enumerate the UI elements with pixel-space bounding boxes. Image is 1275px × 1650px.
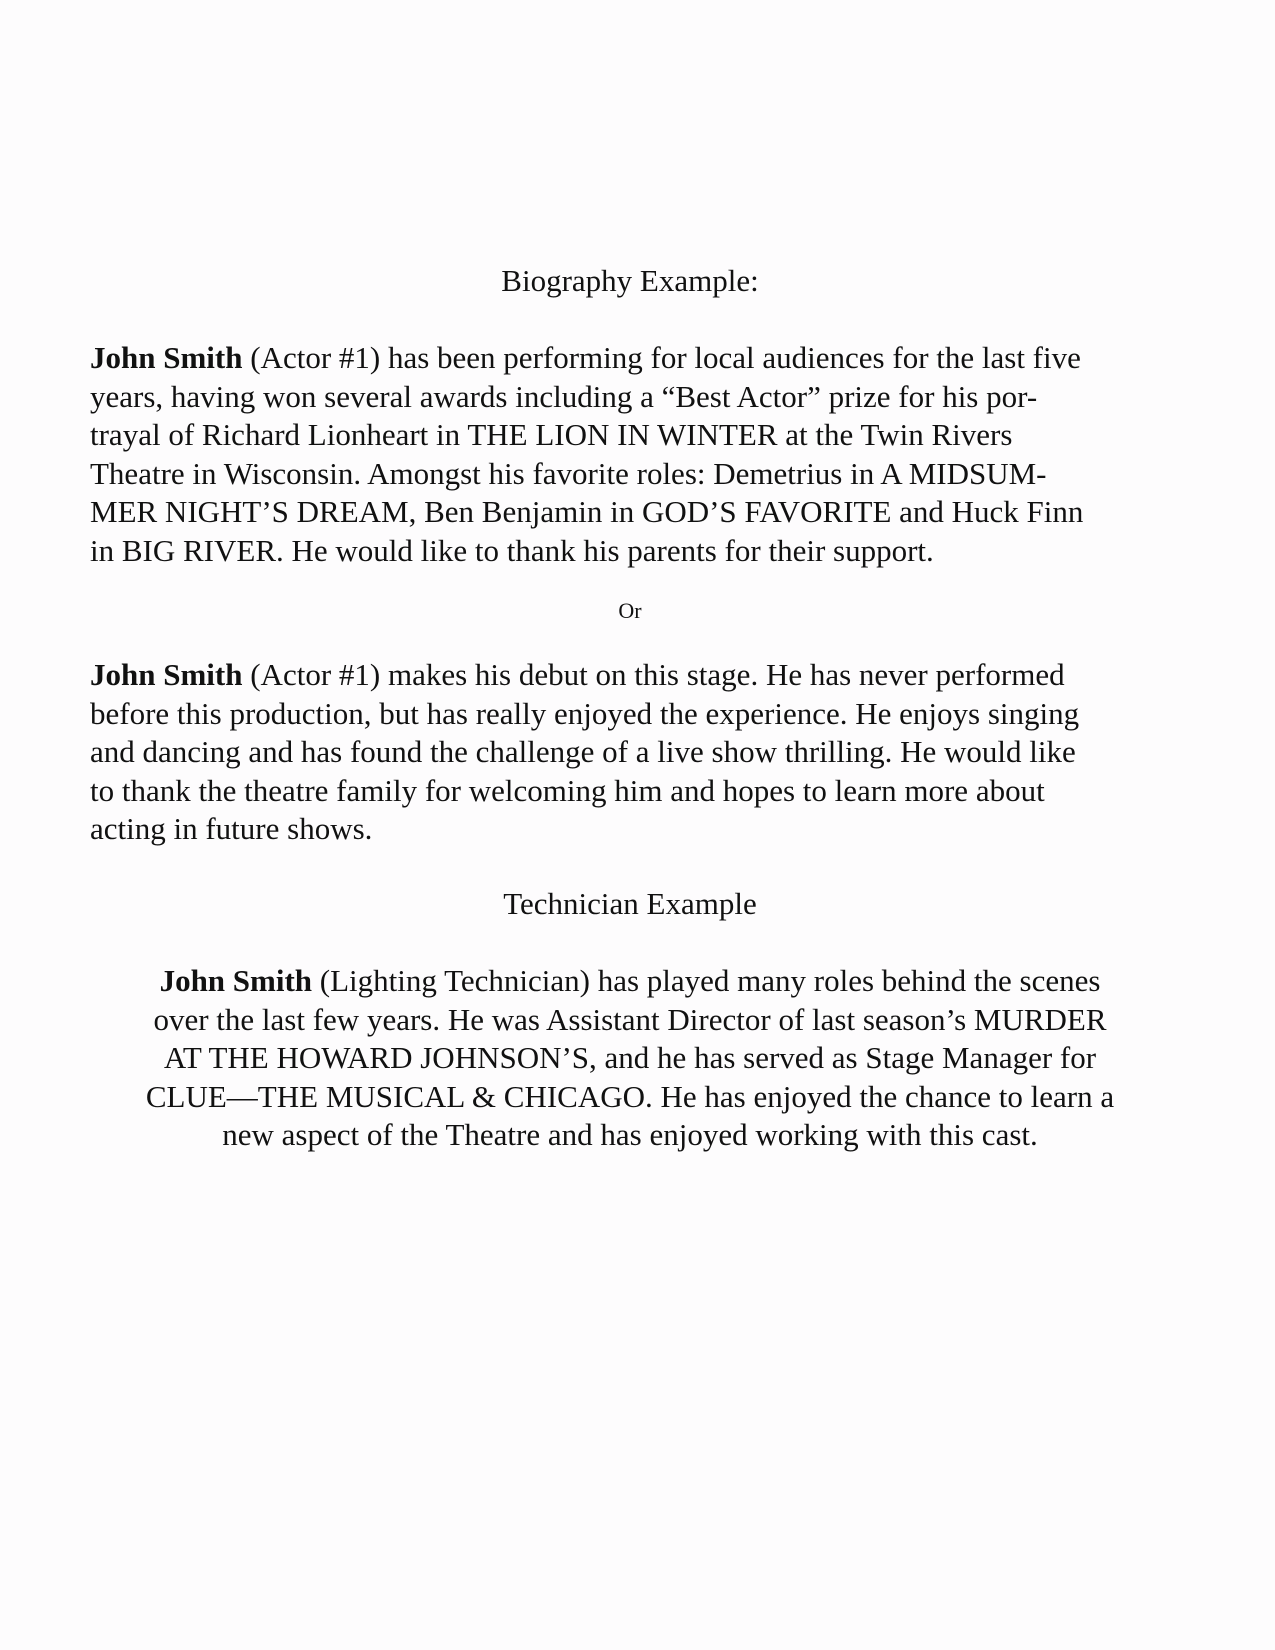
actor-name: John Smith — [90, 340, 243, 375]
bio-line: acting in future shows. — [90, 811, 373, 846]
bio-line: MER NIGHT’S DREAM, Ben Benjamin in GOD’S FAVORITE and Huck Finn — [90, 494, 1084, 529]
bio-line: Theatre in Wisconsin. Amongst his favorite roles: Demetrius in A MIDSUM- — [90, 455, 1047, 491]
bio-text: (Actor #1) makes his debut on this stage. He has never performed — [242, 657, 1065, 692]
actor-biography-2 — [90, 656, 1170, 849]
technician-example-heading — [90, 885, 1170, 924]
bio-line: and dancing and has found the challenge of a live show thrilling. He would like — [90, 734, 1076, 769]
bio-text: (Lighting Technician) has played many roles behind the scenes — [312, 963, 1101, 998]
bio-line: CLUE—THE MUSICAL & CHICAGO. He has enjoyed the chance to learn a — [145, 1078, 1115, 1114]
technician-biography — [90, 962, 1170, 1155]
bio-line: trayal of Richard Lionheart in THE LION IN WINTER at the Twin Rivers — [90, 417, 1013, 452]
bio-line — [90, 962, 1170, 1001]
bio-line: to thank the theatre family for welcoming him and hopes to learn more about — [90, 772, 1045, 808]
actor-biography-1 — [90, 339, 1170, 570]
bio-line: before this production, but has really enjoyed the experience. He enjoys singing — [90, 695, 1080, 731]
heading-text: Technician Example — [503, 886, 757, 921]
bio-line: years, having won several awards including a “Best Actor” prize for his por- — [90, 378, 1038, 414]
bio-line — [90, 339, 1170, 378]
heading-text: Biography Example: — [501, 263, 759, 298]
bio-line — [90, 656, 1170, 695]
bio-line: in BIG RIVER. He would like to thank his parents for their support. — [90, 532, 934, 568]
technician-name: John Smith — [159, 963, 313, 998]
bio-text: (Actor #1) has been performing for local audiences for the last five — [242, 340, 1081, 375]
separator-text: Or — [618, 598, 642, 623]
bio-line: over the last few years. He was Assistant Director of last season’s MURDER — [153, 1001, 1107, 1037]
bio-line: AT THE HOWARD JOHNSON’S, and he has served as Stage Manager for — [163, 1040, 1097, 1075]
or-separator — [90, 598, 1170, 624]
actor-name: John Smith — [90, 657, 243, 692]
bio-line: new aspect of the Theatre and has enjoyed working with this cast. — [222, 1117, 1038, 1152]
biography-example-heading — [90, 262, 1170, 301]
